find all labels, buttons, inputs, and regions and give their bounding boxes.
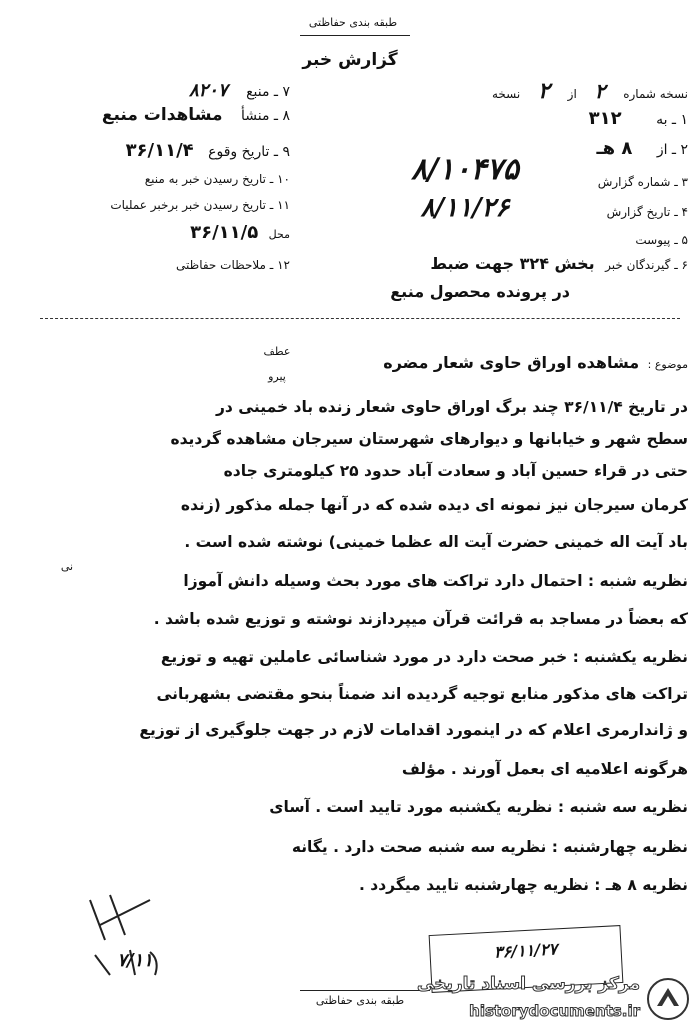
- field-source-label: ۷ ـ منبع: [246, 84, 290, 100]
- body-line: حتی در قراء حسین آباد و سعادت آباد حدود ۲۵ کیلومتری جاده: [223, 462, 688, 480]
- report-title: گزارش خبر: [302, 50, 398, 70]
- field-copy-label: نسخه: [491, 87, 521, 101]
- field-report-number-value: ۸/۱۰۴۷۵: [411, 152, 519, 187]
- margin-scribble-text: ۷/۱۱: [117, 950, 153, 971]
- subject-margin-note-2: پیرو: [268, 370, 286, 383]
- watermark-logo-icon: [645, 976, 691, 1022]
- field-location-label: محل: [268, 228, 290, 241]
- field-origin: [40, 105, 290, 125]
- field-source-value: ۸۲۰۷: [188, 80, 228, 101]
- body-line: در تاریخ ۳۶/۱۱/۴ چند برگ اوراق حاوی شعار زنده باد خمینی در: [215, 398, 688, 416]
- field-attachment: ۵ ـ پیوست: [635, 233, 688, 247]
- field-occurrence-date: [40, 140, 290, 161]
- field-recipients-value: بخش ۳۲۴ جهت ضبط: [430, 254, 595, 273]
- body-line: نظریه شنبه : احتمال دارد تراکت های مورد بحث وسیله دانش آموزا: [183, 572, 688, 590]
- body-margin-note: نی: [60, 560, 74, 573]
- top-classification-underline: [300, 35, 410, 36]
- field-report-number-label: ۳ ـ شماره گزارش: [597, 175, 688, 189]
- received-stamp-text: ۳۶/۱۱/۲۷: [493, 939, 558, 962]
- field-occurrence-date-value: ۳۶/۱۱/۴: [125, 140, 194, 161]
- field-from-label: ۲ ـ از: [656, 142, 688, 158]
- subject-line: [300, 353, 688, 372]
- body-line: نظریه یکشنبه : خبر صحت دارد در مورد شناسائی عاملین تهیه و توزیع: [160, 648, 688, 666]
- watermark: [417, 970, 695, 1030]
- field-source: [120, 80, 290, 101]
- field-of-value: ۲: [538, 78, 550, 104]
- watermark-url: historydocuments.ir: [469, 1002, 640, 1020]
- body-line: هرگونه اعلامیه ای بعمل آورند . مؤلف: [401, 760, 688, 778]
- field-report-date-label: ۴ ـ تاریخ گزارش: [606, 205, 688, 219]
- field-copy-number-label: نسخه شماره: [623, 87, 688, 101]
- field-report-date-value: ۸/۱۱/۲۶: [420, 193, 510, 223]
- field-security-notes: ۱۲ ـ ملاحظات حفاظتی: [176, 258, 290, 272]
- subject-label: موضوع :: [647, 358, 688, 371]
- body-line: و ژاندارمری اعلام که در اینمورد اقدامات لازم در جهت جلوگیری از توزیع: [139, 721, 688, 739]
- field-news-to-source-date: ۱۰ ـ تاریخ رسیدن خبر به منبع: [144, 172, 290, 186]
- field-of-label: از: [567, 87, 577, 101]
- body-line: تراکت های مذکور منابع توجیه گردیده اند ضمناً بنحو مقتضی بشهربانی: [156, 685, 688, 703]
- field-occurrence-date-label: ۹ ـ تاریخ وقوع: [208, 144, 290, 160]
- field-to-label: ۱ ـ به: [656, 112, 688, 128]
- body-line: باد آیت اله خمینی حضرت آیت اله عظما خمینی) نوشته شده است .: [184, 533, 688, 551]
- body-line: سطح شهر و خیابانها و دیوارهای شهرستان سیرجان مشاهده گردیده: [170, 430, 688, 448]
- field-location: [90, 222, 290, 243]
- footer-rule: [300, 990, 430, 991]
- body-line: نظریه چهارشنبه : نظریه سه شنبه صحت دارد . یگانه: [291, 838, 688, 856]
- subject-margin-note-1: عطف: [263, 345, 291, 358]
- header-separator: [40, 318, 680, 319]
- field-to: [470, 108, 688, 129]
- body-line: نظریه ۸ هـ : نظریه چهارشنبه تایید میگردد .: [358, 876, 688, 894]
- watermark-text: مرکز بررسی اسناد تاریخی: [417, 974, 640, 994]
- field-origin-label: ۸ ـ منشأ: [240, 108, 290, 124]
- bottom-classification: طبقه بندی حفاظتی: [315, 994, 405, 1007]
- field-origin-value: مشاهدات منبع: [101, 105, 223, 125]
- field-recipients-file: در پرونده محصول منبع: [390, 282, 570, 301]
- field-recipients-label: ۶ ـ گیرندگان خبر: [605, 258, 688, 272]
- field-news-to-ops-date: ۱۱ ـ تاریخ رسیدن خبر برخبر عملیات: [110, 198, 290, 212]
- top-classification: طبقه بندی حفاظتی: [308, 16, 398, 29]
- field-location-value: ۳۶/۱۱/۵: [190, 222, 259, 243]
- field-copy-number: [360, 78, 688, 104]
- body-line: نظریه سه شنبه : نظریه یکشنبه مورد تایید است . آسای: [269, 798, 688, 816]
- body-line: کرمان سیرجان نیز نمونه ای دیده شده که در آنها جمله مذکور (زنده: [180, 496, 688, 514]
- body-line: که بعضاً در مساجد به قرائت قرآن میپردازند نوشته و توزیع شده باشد .: [153, 610, 688, 628]
- field-recipients: [300, 254, 688, 273]
- margin-scribble: [70, 880, 180, 990]
- field-to-value: ۳۱۲: [588, 108, 622, 129]
- subject-value: مشاهده اوراق حاوی شعار مضره: [383, 353, 640, 372]
- field-from-value: ۸ هـ: [596, 138, 633, 159]
- field-copy-number-value: ۲: [594, 79, 606, 103]
